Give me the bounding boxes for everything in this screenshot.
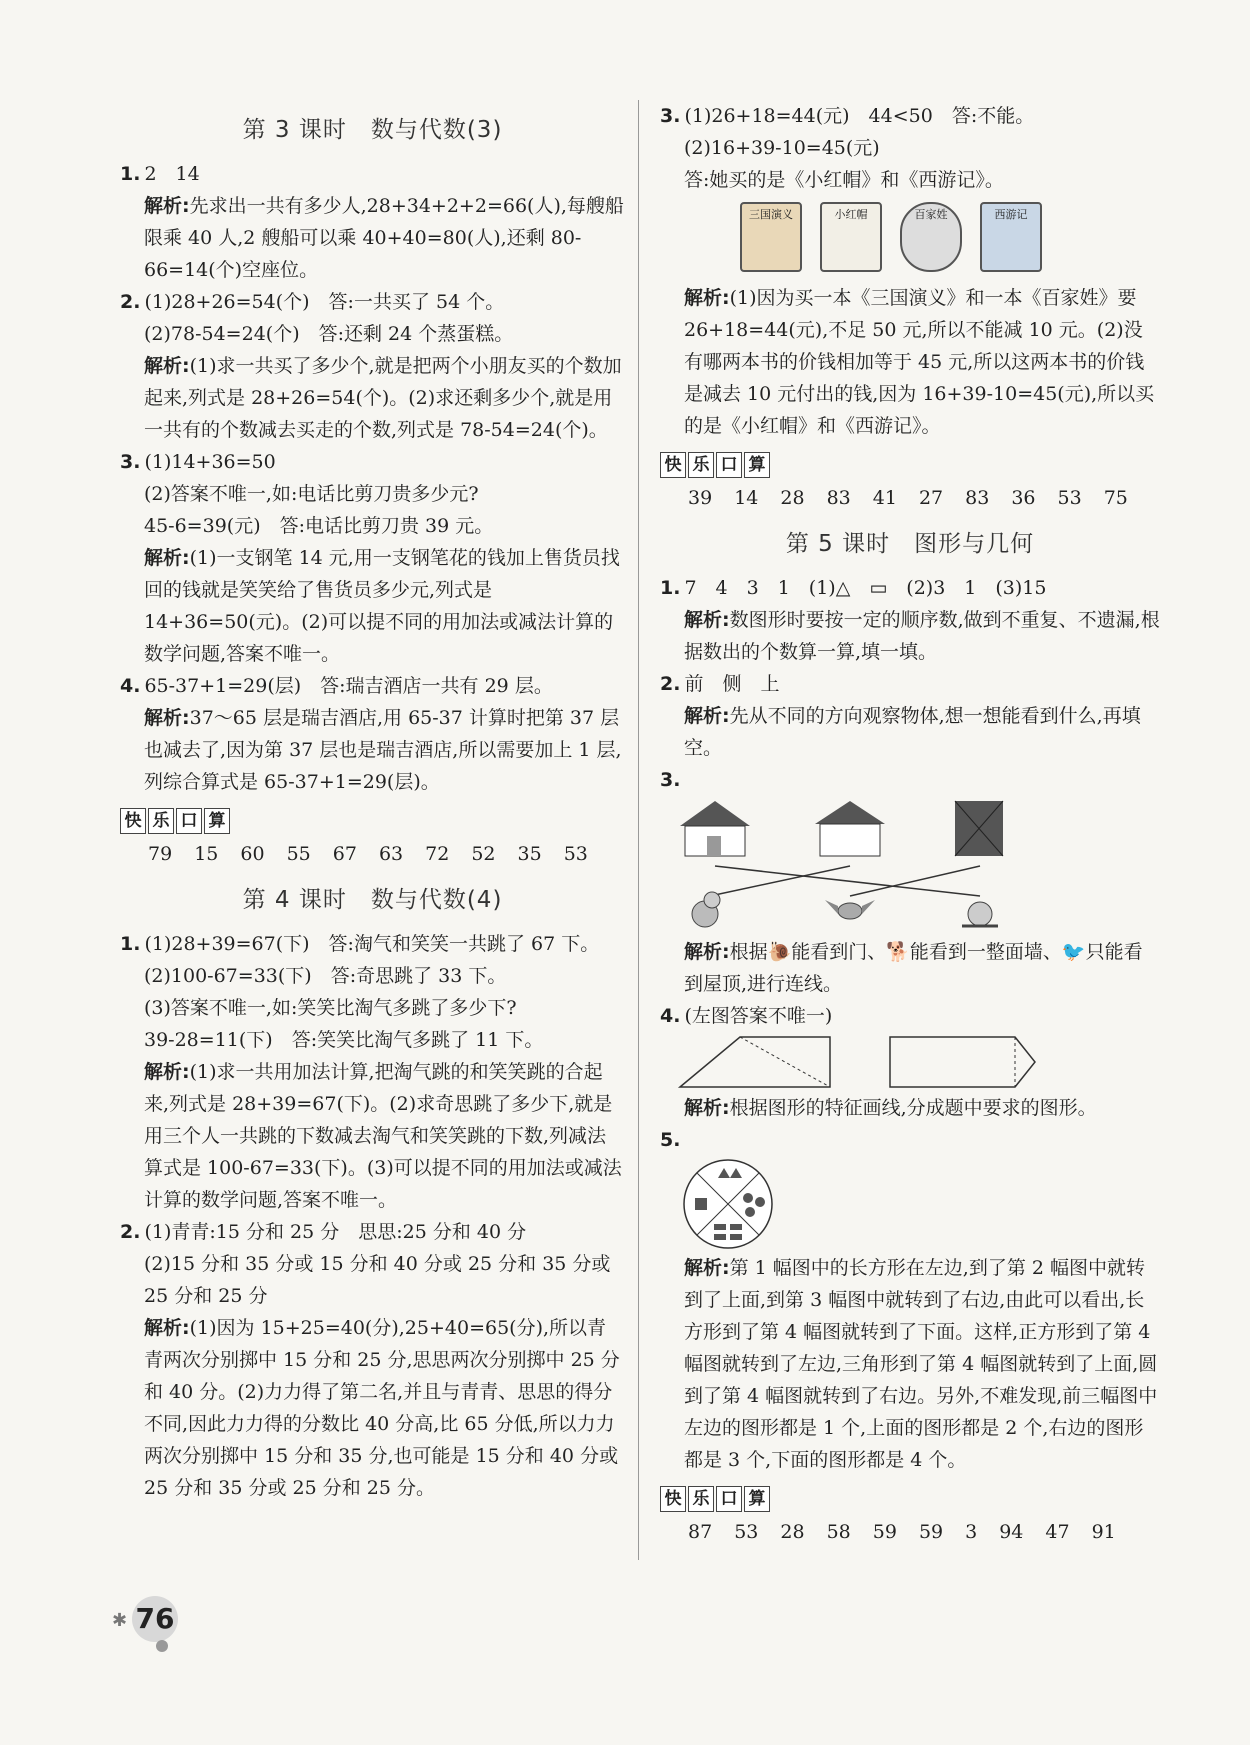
lesson-3-heading: 第 3 课时 数与代数(3) — [242, 117, 503, 143]
answer-line: 65-37+1=29(层) 答:瑞吉酒店一共有 29 层。 — [144, 675, 553, 697]
quick-calc-answers — [120, 838, 625, 870]
answer: 前 侧 上 — [684, 673, 780, 695]
analysis-label: 解析: — [684, 705, 730, 727]
book-xiaohongmao: 小红帽 — [820, 202, 882, 272]
calc-answer: 59 — [918, 1521, 944, 1543]
calc-answer: 39 — [688, 487, 713, 509]
l5-q1 — [660, 572, 1160, 668]
dog-icon — [692, 892, 720, 927]
calc-answer: 53 — [1057, 487, 1082, 509]
kl-char: 算 — [204, 808, 230, 834]
l5-q3 — [660, 764, 1160, 1000]
answer-line: (1)26+18=44(元) 44<50 答:不能。 — [684, 105, 1035, 127]
answer-line: (2)16+39-10=45(元) — [684, 137, 880, 159]
star-icon: ✱ — [112, 1610, 128, 1631]
calc-answer: 41 — [872, 487, 897, 509]
pentagon-shape — [890, 1037, 1035, 1087]
calc-answer: 63 — [378, 843, 404, 865]
calc-answer: 28 — [780, 1521, 805, 1543]
quick-calc-label — [120, 808, 625, 834]
book-xiyouji: 西游记 — [980, 202, 1042, 272]
kl-char: 乐 — [688, 1486, 714, 1512]
analysis-label: 解析: — [144, 355, 190, 377]
rectangle-icon — [730, 1234, 742, 1240]
bird-icon — [825, 900, 875, 919]
l3-q1 — [120, 158, 625, 286]
calc-answer: 3 — [965, 1521, 978, 1543]
calc-answer: 87 — [688, 1521, 713, 1543]
house-top-view — [955, 801, 1003, 856]
circle-icon — [743, 1193, 753, 1203]
circle-icon — [745, 1207, 755, 1217]
l4-q3 — [660, 100, 1160, 442]
calc-answer: 72 — [425, 843, 450, 865]
calc-answer: 67 — [332, 843, 357, 865]
answer: 7 4 3 1 (1)△ ▭ (2)3 1 (3)15 — [684, 577, 1047, 599]
analysis — [120, 1312, 625, 1504]
answer-line: 39-28=11(下) 答:笑笑比淘气多跳了 11 下。 — [144, 1029, 544, 1051]
q-number: 3. — [660, 105, 681, 127]
answer-line: (2)100-67=33(下) 答:奇思跳了 33 下。 — [144, 965, 507, 987]
quick-calc-label — [660, 1486, 1160, 1512]
lesson-5-heading: 第 5 课时 图形与几何 — [785, 531, 1035, 557]
l3-q3 — [120, 446, 625, 670]
analysis — [120, 190, 625, 286]
analysis-text: 37～65 层是瑞吉酒店,用 65-37 计算时把第 37 层也减去了,因为第 37 层也是瑞吉酒店,所以需要加上 1 层,列综合算式是 65-37+1=29(层)。 — [144, 707, 622, 793]
kl-char: 快 — [120, 808, 146, 834]
answer: (左图答案不唯一) — [684, 1005, 833, 1027]
q-number: 1. — [120, 163, 141, 185]
q-number: 5. — [660, 1129, 681, 1151]
circle-icon — [755, 1197, 765, 1207]
analysis-text: 根据图形的特征画线,分成题中要求的图形。 — [729, 1097, 1097, 1119]
analysis-label: 解析: — [144, 195, 190, 217]
calc-answer: 91 — [1091, 1521, 1116, 1543]
square-icon — [695, 1198, 707, 1210]
left-column — [120, 100, 625, 1504]
shape-division-diagram — [660, 1032, 1080, 1092]
kl-char: 口 — [176, 808, 202, 834]
circle-pattern-diagram — [680, 1156, 800, 1252]
analysis-text: 第 1 幅图中的长方形在左边,到了第 2 幅图中就转到了上面,到第 3 幅图中就转到了右边,由此可以看出,长方形到了第 4 幅图就转到了下面。这样,正方形到了第 4 幅图就转到了左边,三角形到了第 4 幅图就转到了上面,圆到了第 4 幅图就转到了右边。另外,不难发现,前三幅图中左边的图形都是 1 个,上面的图形都是 2 个,右边的图形都是 3 个,下面的图形都是 4 个。 — [684, 1257, 1158, 1471]
calc-answer: 60 — [240, 843, 265, 865]
analysis — [660, 604, 1160, 668]
answer-line: (1)28+26=54(个) 答:一共买了 54 个。 — [144, 291, 505, 313]
calc-answer: 55 — [286, 843, 311, 865]
q-number: 2. — [660, 673, 681, 695]
analysis-label: 解析: — [684, 1257, 730, 1279]
analysis — [120, 702, 625, 798]
q-number: 3. — [120, 451, 141, 473]
analysis — [120, 542, 625, 670]
column-divider — [638, 100, 639, 1560]
calc-answer: 52 — [471, 843, 496, 865]
calc-answer: 53 — [734, 1521, 759, 1543]
house-front-view — [680, 801, 750, 856]
book-baijiaxing: 百家姓 — [900, 202, 962, 272]
answer: 2 14 — [144, 163, 200, 185]
calc-answer: 15 — [194, 843, 219, 865]
analysis-text: (1)求一共买了多少个,就是把两个小朋友买的个数加起来,列式是 28+26=54(个)。(2)求还剩多少个,就是用一共有的个数减去买走的个数,列式是 78-54=24(个)。 — [144, 355, 622, 441]
rectangle-icon — [730, 1224, 742, 1230]
analysis — [660, 1252, 1160, 1476]
calc-answer: 79 — [148, 843, 173, 865]
answer-line: (2)答案不唯一,如:电话比剪刀贵多少元? — [144, 483, 479, 505]
l4-q2 — [120, 1216, 625, 1504]
kl-char: 口 — [716, 452, 742, 478]
kl-char: 乐 — [148, 808, 174, 834]
calc-answer: 28 — [780, 487, 805, 509]
answer-line: (2)15 分和 35 分或 15 分和 40 分或 25 分和 35 分或 25 分和 25 分 — [144, 1253, 611, 1307]
calc-answer: 75 — [1103, 487, 1128, 509]
rectangle-icon — [714, 1224, 726, 1230]
kl-char: 算 — [744, 1486, 770, 1512]
calc-answer: 53 — [563, 843, 588, 865]
analysis — [120, 1056, 625, 1216]
analysis-label: 解析: — [144, 547, 190, 569]
analysis-label: 解析: — [684, 609, 730, 631]
calc-answer: 83 — [826, 487, 851, 509]
dashed-line — [740, 1037, 830, 1087]
page-number: 76 — [132, 1596, 178, 1642]
q-number: 2. — [120, 291, 141, 313]
book-illustrations — [740, 202, 1160, 272]
calc-answer: 58 — [826, 1521, 851, 1543]
answer-line: 答:她买的是《小红帽》和《西游记》。 — [684, 169, 1004, 191]
l3-q2 — [120, 286, 625, 446]
kl-char: 快 — [660, 1486, 686, 1512]
analysis-text: (1)因为买一本《三国演义》和一本《百家姓》要 26+18=44(元),不足 50 元,所以不能减 10 元。(2)没有哪两本书的价钱相加等于 45 元,所以这两本书的价钱是减去 10 元付出的钱,因为 16+39-10=45(元),所以买的是《小红帽》和《西游记》。 — [684, 287, 1155, 437]
book-sanguo: 三国演义 — [740, 202, 802, 272]
answer-line: (3)答案不唯一,如:笑笑比淘气多跳了多少下? — [144, 997, 517, 1019]
answer-line: (2)78-54=24(个) 答:还剩 24 个蒸蛋糕。 — [144, 323, 514, 345]
calc-answer: 94 — [999, 1521, 1024, 1543]
answer-line: (1)青青:15 分和 25 分 思思:25 分和 40 分 — [144, 1221, 527, 1243]
answer-line: 45-6=39(元) 答:电话比剪刀贵 39 元。 — [144, 515, 494, 537]
calc-answer: 59 — [872, 1521, 897, 1543]
match-line — [850, 866, 980, 896]
q-number: 4. — [120, 675, 141, 697]
analysis-text: (1)因为 15+25=40(分),25+40=65(分),所以青青两次分别掷中 15 分和 25 分,思思两次分别掷中 25 分和 40 分。(2)力力得了第二名,并且与青青、思思的得分不同,因此力力得的分数比 40 分高,比 65 分低,所以力力两次分别掷中 15 分和 35 分,也可能是 15 分和 40 分或 25 分和 35 分或 25 分和 25 分。 — [144, 1317, 620, 1499]
q-number: 4. — [660, 1005, 681, 1027]
rectangle-icon — [714, 1234, 726, 1240]
analysis — [660, 282, 1160, 442]
answer-line: (1)14+36=50 — [144, 451, 276, 473]
kl-char: 快 — [660, 452, 686, 478]
kl-char: 算 — [744, 452, 770, 478]
analysis-label: 解析: — [684, 287, 730, 309]
analysis-label: 解析: — [144, 1317, 190, 1339]
calc-answer: 27 — [918, 487, 944, 509]
analysis-text: 先从不同的方向观察物体,想一想能看到什么,再填空。 — [684, 705, 1141, 759]
calc-answer: 35 — [517, 843, 542, 865]
matching-diagram — [660, 796, 1080, 936]
l5-q4 — [660, 1000, 1160, 1124]
quick-calc-answers — [660, 482, 1160, 514]
l5-q5 — [660, 1124, 1160, 1476]
q-number: 1. — [120, 933, 141, 955]
analysis — [660, 700, 1160, 764]
lesson-4-heading: 第 4 课时 数与代数(4) — [242, 887, 503, 913]
analysis — [660, 936, 1160, 1000]
analysis-label: 解析: — [684, 1097, 730, 1119]
q-number: 3. — [660, 769, 681, 791]
answer-line: (1)28+39=67(下) 答:淘气和笑笑一共跳了 67 下。 — [144, 933, 600, 955]
analysis — [120, 350, 625, 446]
analysis-label: 解析: — [144, 707, 190, 729]
match-line — [710, 866, 850, 896]
calc-answer: 47 — [1045, 1521, 1070, 1543]
analysis-label: 解析: — [144, 1061, 190, 1083]
calc-answer: 36 — [1011, 487, 1036, 509]
quick-calc-label — [660, 452, 1160, 478]
kl-char: 口 — [716, 1486, 742, 1512]
quick-calc-answers — [660, 1516, 1160, 1548]
house-side-view — [815, 801, 885, 856]
analysis-text: 数图形时要按一定的顺序数,做到不重复、不遗漏,根据数出的个数算一算,填一填。 — [684, 609, 1160, 663]
right-column — [660, 100, 1160, 1558]
analysis-text: 根据🐌能看到门、🐕能看到一整面墙、🐦只能看到屋顶,进行连线。 — [684, 941, 1143, 995]
snail-icon — [962, 902, 998, 926]
analysis-text: (1)求一共用加法计算,把淘气跳的和笑笑跳的合起来,列式是 28+39=67(下)。(2)求奇思跳了多少下,就是用三个人一共跳的下数减去淘气和笑笑跳的下数,列减法算式是 100-67=33(下)。(3)可以提不同的用加法或减法计算的数学问题,答案不唯一。 — [144, 1061, 622, 1211]
q-number: 2. — [120, 1221, 141, 1243]
q-number: 1. — [660, 577, 681, 599]
analysis-text: (1)一支钢笔 14 元,用一支钢笔花的钱加上售货员找回的钱就是笑笑给了售货员多少元,列式是 14+36=50(元)。(2)可以提不同的用加法或减法计算的数学问题,答案不唯一。 — [144, 547, 620, 665]
decorative-dot — [156, 1640, 168, 1652]
kl-char: 乐 — [688, 452, 714, 478]
l3-q4 — [120, 670, 625, 798]
calc-answer: 14 — [734, 487, 759, 509]
trapezoid-shape — [680, 1037, 830, 1087]
analysis-label: 解析: — [684, 941, 730, 963]
l4-q1 — [120, 928, 625, 1216]
match-line — [715, 866, 980, 896]
analysis-text: 先求出一共有多少人,28+34+2+2=66(人),每艘船限乘 40 人,2 艘船可以乘 40+40=80(人),还剩 80-66=14(个)空座位。 — [144, 195, 624, 281]
calc-answer: 83 — [965, 487, 990, 509]
analysis — [660, 1092, 1160, 1124]
l5-q2 — [660, 668, 1160, 764]
